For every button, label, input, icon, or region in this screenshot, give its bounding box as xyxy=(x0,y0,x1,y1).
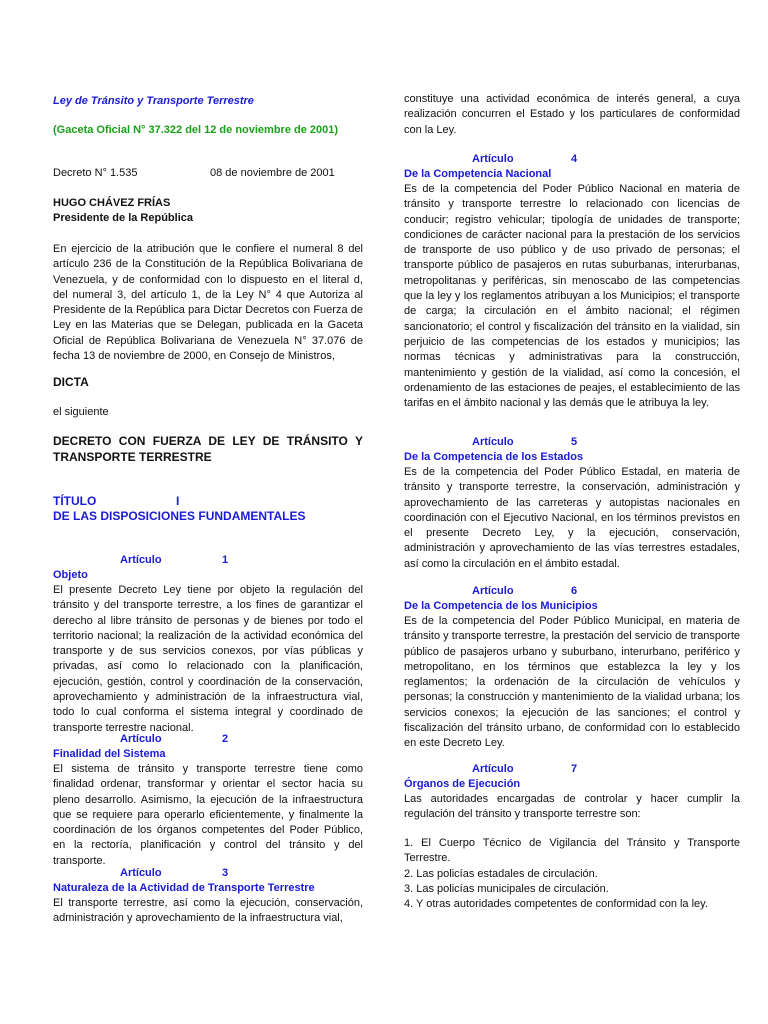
article-number: 1 xyxy=(222,554,229,566)
article-7-heading xyxy=(404,762,740,777)
article-6-body: Es de la competencia del Poder Público Municipal, en materia de tránsito y transporte terrestre, la prestación del servicio de transporte público de pasajeros urbano y suburbano, interurbano, periférico y metropolitano, en los términos que establezca la ley y los reglamentos; la ordenación de la circulación de vehículos y personas; la construcción y mantenimiento de la vialidad urbana; los servicios conexos; la ejecución de las sanciones; el control y fiscalización del tránsito urbano, de conformidad con lo establecido en este Decreto Ley. xyxy=(404,615,740,750)
article-5-heading xyxy=(404,435,740,450)
article-1-body: El presente Decreto Ley tiene por objeto la regulación del tránsito y del transporte terrestre, a los fines de garantizar el derecho al libre tránsito de personas y de bienes por todo el territorio nacional; la realización de la actividad económica del transporte y de sus servicios conexos, por vías públicas y privadas, así como lo relacionado con la planificación, ejecución, gestión, control y coordinación de la conservación, aprovechamiento y administración de la infraestructura vial, todo lo cual conforma el sistema integral y coordinado de transporte terrestre nacional. xyxy=(53,584,363,734)
president-title: Presidente de la República xyxy=(53,212,193,224)
el-siguiente-text: el siguiente xyxy=(53,406,109,418)
list-item: 4. Y otras autoridades competentes de conformidad con la ley. xyxy=(404,898,708,911)
article-label: Artículo xyxy=(472,436,514,448)
article-6-heading xyxy=(404,584,740,599)
article-number: 3 xyxy=(222,867,229,879)
article-3-continuation: constituye una actividad económica de interés general, a cuya realización concurren el Estado y los particulares de conformidad con la Ley. xyxy=(404,93,740,136)
article-label: Artículo xyxy=(472,763,514,775)
article-6-title: De la Competencia de los Municipios xyxy=(404,600,598,612)
article-label: Artículo xyxy=(472,585,514,597)
article-4-title: De la Competencia Nacional xyxy=(404,168,552,180)
article-1-heading xyxy=(53,553,363,568)
decree-number: Decreto N° 1.535 xyxy=(53,167,138,179)
president-name: HUGO CHÁVEZ FRÍAS xyxy=(53,197,171,209)
article-4-heading xyxy=(404,152,740,167)
decree-date: 08 de noviembre de 2001 xyxy=(210,167,335,179)
article-label: Artículo xyxy=(472,153,514,165)
article-3-title: Naturaleza de la Actividad de Transporte Terrestre xyxy=(53,882,315,894)
article-number: 2 xyxy=(222,733,229,745)
decree-line xyxy=(53,166,363,181)
article-label: Artículo xyxy=(120,733,162,745)
article-2-title: Finalidad del Sistema xyxy=(53,748,166,760)
list-item: 3. Las policías municipales de circulación. xyxy=(404,882,609,895)
article-5-title: De la Competencia de los Estados xyxy=(404,451,584,463)
article-number: 5 xyxy=(571,436,578,448)
law-title: Ley de Tránsito y Transporte Terrestre xyxy=(53,95,254,107)
article-7-body: Las autoridades encargadas de controlar y hacer cumplir la regulación del tránsito y transporte terrestre son: xyxy=(404,793,740,821)
article-7-title: Órganos de Ejecución xyxy=(404,778,521,790)
article-number: 6 xyxy=(571,585,578,597)
article-4-body: Es de la competencia del Poder Público Nacional en materia de tránsito y transporte terrestre lo relacionado con licencias de conducir; registro vehicular; tipología de unidades de transporte; condiciones de carácter nacional para la prestación de los servicios de transporte de uso público y de uso privado de personas; el transporte público de pasajeros en rutas suburbanas, interurbanas, metropolitanas y periféricas, sin menoscabo de las competencias que la ley y los reglamentos atribuyan a los Municipios; el transporte de carga; la circulación en el ámbito nacional; el régimen sancionatorio; el control y fiscalización del tránsito en la vialidad, sin perjuicio de las competencias de los estados y municipios; las normas técnicas y administrativas para la construcción, mantenimiento y gestión de la vialidad, así como la concesión, el ordenamiento de las estaciones de peajes, el establecimiento de las tarifas en el ámbito nacional y las demás que le atribuya la ley. xyxy=(404,183,740,410)
preamble-paragraph: En ejercicio de la atribución que le confiere el numeral 8 del artículo 236 de la Constitución de la República Bolivariana de Venezuela, y de conformidad con lo dispuesto en el literal d, del numeral 3, del artículo 1, de la Ley N° 4 que Autoriza al Presidente de la República para Dictar Decretos con Fuerza de Ley en las Materias que se Delegan, publicada en la Gaceta Oficial de República Bolivariana de Venezuela N° 37.076 de fecha 13 de noviembre de 2000, en Consejo de Ministros, xyxy=(53,243,363,363)
titulo-number: I xyxy=(176,494,180,508)
article-2-body: El sistema de tránsito y transporte terrestre tiene como finalidad ordenar, transformar y orientar el sector hacia su pleno desarrollo. Asimismo, la ejecución de la infraestructura que se requiere para operarlo eficientemente, y finalmente la coordinación de los órganos competentes del Poder Público, en la rectoría, planificación y control del tránsito y del transporte. xyxy=(53,763,363,867)
article-label: Artículo xyxy=(120,554,162,566)
article-3-heading xyxy=(53,866,363,881)
article-label: Artículo xyxy=(120,867,162,879)
article-number: 7 xyxy=(571,763,578,775)
titulo-heading xyxy=(53,494,363,509)
gazette-reference: (Gaceta Oficial N° 37.322 del 12 de noviembre de 2001) xyxy=(53,124,339,136)
titulo-name: DE LAS DISPOSICIONES FUNDAMENTALES xyxy=(53,509,306,523)
list-item: 1. El Cuerpo Técnico de Vigilancia del Tránsito y Transporte Terrestre. xyxy=(404,837,740,865)
article-1-title: Objeto xyxy=(53,569,88,581)
article-2-heading xyxy=(53,732,363,747)
article-5-body: Es de la competencia del Poder Público Estadal, en materia de tránsito y transporte terrestre, la conservación, administración y aprovechamiento de las carreteras y autopistas nacionales en coordinación con el Ejecutivo Nacional, en los términos previstos en el presente Decreto Ley, y la ejecución, conservación, administración y aprovechamiento de las vías terrestres estadales, así como la circulación en el ámbito estadal. xyxy=(404,466,740,570)
article-number: 4 xyxy=(571,153,578,165)
titulo-label: TÍTULO xyxy=(53,494,97,508)
decree-title: DECRETO CON FUERZA DE LEY DE TRÁNSITO Y TRANSPORTE TERRESTRE xyxy=(53,434,363,464)
article-7-list xyxy=(404,836,740,912)
article-3-body: El transporte terrestre, así como la ejecución, conservación, administración y aprovechamiento de la infraestructura vial, xyxy=(53,897,363,925)
list-item: 2. Las policías estadales de circulación. xyxy=(404,867,598,880)
dicta-heading: DICTA xyxy=(53,375,89,389)
